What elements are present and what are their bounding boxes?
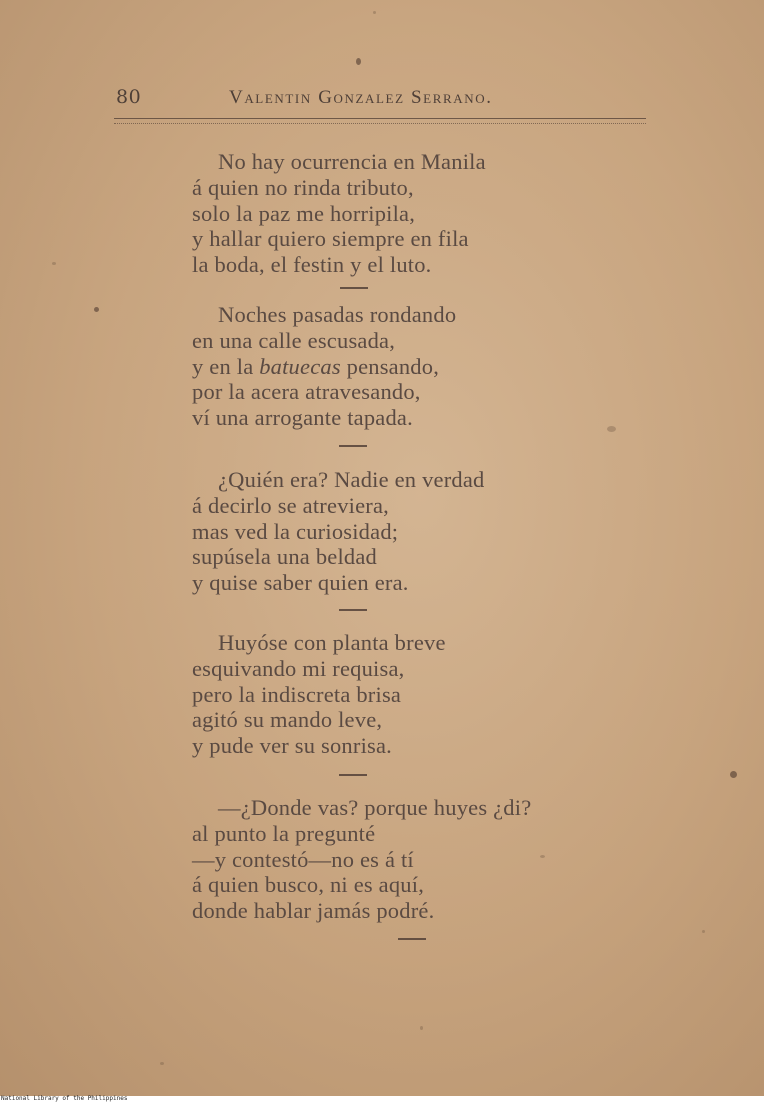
stanza-2 (192, 302, 456, 431)
verse-line: solo la paz me horripila, (192, 200, 416, 226)
stanza-3 (192, 467, 485, 596)
running-head (116, 86, 646, 114)
paper-speck (730, 771, 737, 778)
verse-line: esquivando mi requisa, (192, 655, 405, 681)
verse-line: donde hablar jamás podré. (192, 898, 435, 924)
italic-word: batuecas (259, 353, 341, 379)
verse-line: y quise saber quien era. (192, 570, 409, 596)
stanza-4 (192, 630, 446, 759)
paper-speck (160, 1062, 164, 1065)
paper-speck (607, 426, 616, 432)
verse-line: ¿Quién era? Nadie en verdad (218, 467, 485, 492)
verse-line: —y contestó—no es á tí (192, 846, 414, 872)
verse-text: y en la (192, 353, 260, 379)
verse-line: pero la indiscreta brisa (192, 681, 402, 707)
stanza-separator (339, 445, 367, 447)
verse-line: ví una arrogante tapada. (192, 405, 413, 431)
verse-line: Noches pasadas rondando (218, 302, 457, 327)
verse-line: —¿Donde vas? porque huyes ¿di? (218, 795, 532, 820)
verse-line: Huyóse con planta breve (218, 630, 446, 655)
verse-text: pensando, (346, 353, 440, 379)
closing-rule (398, 938, 426, 940)
stanza-5 (192, 795, 531, 924)
stanza-separator (339, 774, 367, 776)
stanza-separator (340, 287, 368, 289)
paper-speck (420, 1026, 423, 1030)
verse-line: al punto la pregunté (192, 820, 376, 846)
paper-speck (356, 58, 361, 65)
verse-line: á decirlo se atreviera, (192, 492, 389, 518)
verse-line: á quien no rinda tributo, (192, 174, 414, 200)
paper-speck (94, 307, 99, 312)
paper-speck (373, 11, 376, 14)
page-number: 80 (116, 86, 142, 108)
verse-line: á quien busco, ni es aquí, (192, 872, 425, 898)
verse-line: mas ved la curiosidad; (192, 518, 399, 544)
verse-line: la boda, el festin y el luto. (192, 252, 432, 278)
verse-line: y pude ver su sonrisa. (192, 733, 392, 759)
verse-line: No hay ocurrencia en Manila (218, 149, 486, 174)
stanza-separator (339, 609, 367, 611)
paper-speck (702, 930, 705, 933)
paper-speck (540, 855, 545, 858)
library-credit: National Library of the Philippines (1, 1095, 128, 1102)
verse-line: supúsela una beldad (192, 544, 377, 570)
verse-line (192, 354, 456, 380)
library-credit-bar (0, 1096, 764, 1103)
verse-line: y hallar quiero siempre en fila (192, 226, 469, 252)
verse-line: en una calle escusada, (192, 327, 396, 353)
header-rule (114, 118, 646, 124)
stanza-1 (192, 149, 486, 278)
paper-speck (52, 262, 56, 265)
verse-line: agitó su mando leve, (192, 707, 383, 733)
author-name: Valentin Gonzalez Serrano. (229, 87, 493, 108)
verse-line: por la acera atravesando, (192, 379, 421, 405)
